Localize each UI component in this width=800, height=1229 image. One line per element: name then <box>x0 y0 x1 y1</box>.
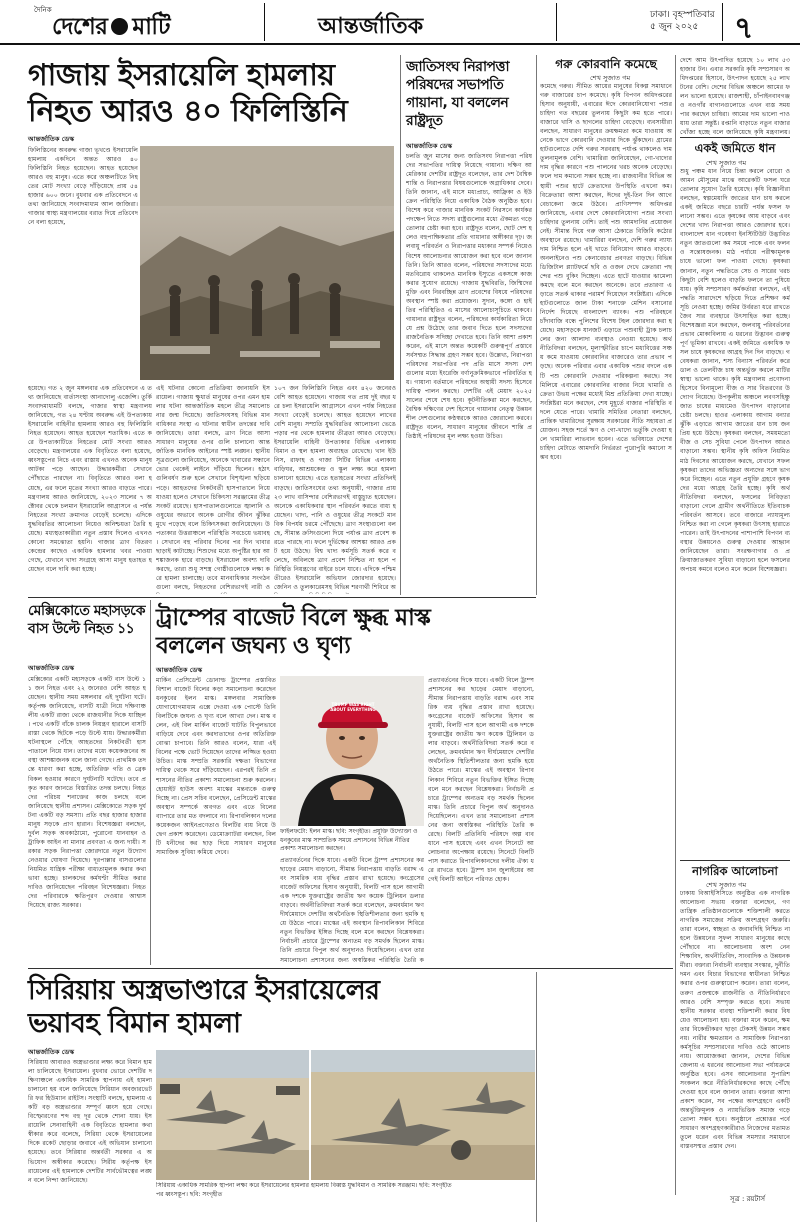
column-divider <box>150 600 151 965</box>
masthead <box>0 0 800 45</box>
source-credit: সূত্র : রয়টার্স <box>730 1195 766 1203</box>
column-divider <box>536 55 537 595</box>
rice-body: শুধু পঞ্চম ধান নিয়ে চিন্তা করলে বোরো ও আমন মৌসুমের মাঝে আরেকটি ফসল ঘরে তোলার সুযোগ তৈরি হয়েছে। কৃষি বিজ্ঞানীরা বলছেন, স্বল্পমেয়াদি জাতের ধান চাষ করলে একই জমিতে বছরে চারটি পর্যন্ত ফসল ফলানো সম্ভব। এতে কৃষকের আয় বাড়বে এবং দেশের খাদ্য নিরাপত্তা আরও জোরদার হবে। বাংলাদেশ ধান গবেষণা ইনস্টিটিউট উদ্ভাবিত নতুন জাতগুলো কম সময়ে পাকে এবং ফলনও সন্তোষজনক। মাঠ পর্যায়ে পরীক্ষামূলক চাষে ভালো ফল পাওয়া গেছে। কৃষকরা জানান, নতুন পদ্ধতিতে সেচ ও সারের খরচ কিছুটা বেশি হলেও বাড়তি ফলনে তা পুষিয়ে যায়। কৃষি সম্প্রসারণ কর্মকর্তারা বলছেন, এই পদ্ধতি সারাদেশে ছড়িয়ে দিতে প্রশিক্ষণ কর্মসূচি নেওয়া হচ্ছে। জমির উর্বরতা ধরে রাখতে জৈব সার ব্যবহারে উৎসাহিত করা হচ্ছে। বিশেষজ্ঞরা মনে করছেন, জলবায়ু পরিবর্তনের প্রভাব মোকাবিলায় এ ধরনের উদ্ভাবন গুরুত্বপূর্ণ ভূমিকা রাখবে। একই জমিতে একাধিক ফসল চাষে কৃষকদের আগ্রহ দিন দিন বাড়ছে। গবেষকরা জানান, শস্য বিন্যাস পরিবর্তন করে ডাল ও তেলবীজ চাষ অন্তর্ভুক্ত করলে মাটির স্বাস্থ্য ভালো থাকে। কৃষি মন্ত্রণালয় প্রণোদনা হিসেবে বিনামূল্যে বীজ ও সার বিতরণের উদ্যোগ নিয়েছে। উপকূলীয় অঞ্চলে লবণসহিষ্ণু জাত চাষের মাধ্যমেও উৎপাদন বাড়ানোর চেষ্টা চলছে। হাওর এলাকায় আগাম বন্যার ঝুঁকি এড়াতে আগাম জাতের ধান চাষ জনপ্রিয় হয়ে উঠছে। কৃষকরা বলছেন, সময়মতো বীজ ও সেচ সুবিধা পেলে উৎপাদন আরও বাড়ানো সম্ভব। স্থানীয় কৃষি অফিস নিয়মিত মাঠ দিবসের আয়োজন করছে, যেখানে সফল কৃষকরা তাদের অভিজ্ঞতা অন্যদের সঙ্গে ভাগ করে নিচ্ছেন। এতে নতুন প্রযুক্তি গ্রহণে কৃষকদের মধ্যে আগ্রহ তৈরি হচ্ছে। কৃষি অর্থনীতিবিদরা বলছেন, ফসলের নিবিড়তা বাড়ানো গেলে গ্রামীণ অর্থনীতিতে ইতিবাচক পরিবর্তন আসবে। তবে বাজারে ন্যায্যমূল্য নিশ্চিত করা না গেলে কৃষকরা উৎসাহ হারাতে পারেন। তাই উৎপাদনের পাশাপাশি বিপণন ব্যবস্থার উন্নয়নেও গুরুত্ব দেওয়ার আহ্বান জানিয়েছেন তারা। সংরক্ষণাগার ও প্রক্রিয়াজাতকরণ সুবিধা বাড়ানো হলে ফসলের অপচয় কমবে বলেও মনে করেন বিশেষজ্ঞরা। <box>680 168 790 574</box>
page-number: ৭ <box>734 11 754 46</box>
syria-photo-1 <box>156 1050 309 1180</box>
cattle-body-col1: কমেছে গরুর। সীমিত আয়ের মানুষের বিকল্প সমাধানে গরু বাজারের চাপ কমেছে। কৃষি বিপণন অধিদপ্তরের হিসাব অনুযায়ী, এবারের ঈদে কোরবানিযোগ্য পশুর চাহিদা গত বছরের তুলনায় কিছুটা কম হতে পারে। বাজারে খাসি ও ছাগলের চাহিদা বেড়েছে। ব্যবসায়ীরা বলছেন, সাধারণ মানুষের ক্রয়ক্ষমতা কমে যাওয়ায় অনেকে ভাগে কোরবানি দেওয়ার দিকে ঝুঁকছেন। গ্রামের হাটগুলোতে দেশি গরুর সরবরাহ পর্যাপ্ত থাকলেও দাম তুলনামূলক বেশি। খামারিরা জানিয়েছেন, গো-খাদ্যের দাম বৃদ্ধির কারণে পশু পালনের খরচ অনেক বেড়েছে। ফলে দাম কমানো সম্ভব হচ্ছে না। রাজধানীর বিভিন্ন অস্থায়ী পশুর হাটে ক্রেতাদের উপস্থিতি এখনো কম। বিক্রেতারা আশা করছেন, ঈদের দুই-তিন দিন আগে বেচাকেনা জমে উঠবে। প্রাণিসম্পদ অধিদপ্তর জানিয়েছে, এবার দেশে কোরবানিযোগ্য পশুর সংখ্যা চাহিদার তুলনায় বেশি। তাই পশু আমদানির প্রয়োজন নেই। সীমান্ত দিয়ে গরু আসা ঠেকাতে বিজিবি কঠোর অবস্থানে রয়েছে। খামারিরা বলছেন, দেশি গরুর ন্যায্য দাম নিশ্চিত হলে এই খাতে বিনিয়োগ আরও বাড়বে। অনলাইনেও পশু কেনাবেচার প্রবণতা বাড়ছে। বিভিন্ন ডিজিটাল প্ল্যাটফর্মে ছবি ও ওজন দেখে ক্রেতারা পছন্দের পশু বুকিং দিচ্ছেন। এতে হাটে যাওয়ার ঝামেলা কমছে বলে মনে করছেন অনেকে। তবে প্রতারণা এড়াতে সতর্ক থাকার পরামর্শ দিয়েছেন সংশ্লিষ্টরা। এদিকে হাটগুলোতে জাল টাকা শনাক্তে মেশিন বসানোর নির্দেশ দিয়েছে বাংলাদেশ ব্যাংক। পশু পরিবহনে চাঁদাবাজি বন্ধে পুলিশের বিশেষ টহল জোরদার করা হয়েছে। মহাসড়কে যানজট এড়াতে পশুবাহী ট্রাক চলাচলের জন্য আলাদা ব্যবস্থাও নেওয়া হয়েছে। অর্থনীতিবিদরা বলছেন, মূল্যস্ফীতির চাপে মধ্যবিত্তের সঞ্চয় কমে যাওয়ায় কোরবানির বাজারেও তার প্রভাব পড়ছে। অনেক পরিবার এবার একাধিক পশুর বদলে একটি পশু কোরবানি দেওয়ার পরিকল্পনা করছে। সব মিলিয়ে এবারের কোরবানির বাজার নিয়ে খামারি ও ক্রেতা উভয় পক্ষের মধ্যেই মিশ্র প্রতিক্রিয়া দেখা যাচ্ছে। সংশ্লিষ্টরা মনে করছেন, শেষ মুহূর্তে বাজার পরিস্থিতি বদলে যেতে পারে। খামারি সমিতির নেতারা বলছেন, প্রান্তিক খামারিদের সুরক্ষায় সরকারের নীতি সহায়তা প্রয়োজন। সহজ শর্তে ঋণ ও গো-খাদ্যে ভর্তুকি দেওয়া হলে খামারিরা লাভবান হবেন। এতে ভবিষ্যতে দেশের চাহিদা মেটাতে আমদানি নির্ভরতা পুরোপুরি কমানো সম্ভব হবে। <box>540 83 672 461</box>
date-line-2: ৫ জুন ২০২৫ <box>650 22 699 32</box>
musk-photo-caption: ফাইলফটো: ইলন মাস্ক। ছবি: সংগৃহীত। প্রযুক্তি উদ্যোক্তা ও ধনকুবের মাস্ক সাম্প্রতিক সময়ে প্রশাসনের বিভিন্ন নীতির প্রকাশ্য সমালোচনা করছেন। <box>280 828 418 852</box>
masthead-divider <box>264 3 265 41</box>
section-divider <box>28 597 536 598</box>
paper-name-left: দেশের <box>52 13 108 40</box>
gaza-body-col1-top: ফিলিস্তিনের অবরুদ্ধ গাজা ভূখণ্ডে ইসরায়েলি হামলায় একদিনে অন্তত আরও ৪০ ফিলিস্তিনি নিহত হয়েছেন। আহত হয়েছেন আরও বহু মানুষ। এতে করে অঞ্চলটিতে নিহতের মোট সংখ্যা বেড়ে দাঁড়িয়েছে প্রায় ৫৪ হাজার ৬০০ জনে। বুধবার এক প্রতিবেদনে এ তথ্য জানিয়েছে সংবাদমাধ্যম আল জাজিরা। গাজার স্বাস্থ্য মন্ত্রণালয়ের বরাত দিয়ে প্রতিবেদনে বলা হয়েছে, <box>28 147 138 227</box>
syria-photo-2 <box>311 1050 535 1180</box>
gaza-photo <box>140 146 394 380</box>
paper-logo <box>52 8 170 47</box>
civic-byline: শেখ সুজাত গম <box>706 881 747 889</box>
cattle-headline: গরু কোরবানি কমেছে <box>555 57 657 71</box>
syria-headline-line-2: ভয়াবহ বিমান হামলা <box>28 1008 241 1039</box>
un-headline: জাতিসংঘ নিরাপত্তা পরিষদের সভাপতি গায়ানা, যা বললেন রাষ্ট্রদূত <box>406 59 510 129</box>
gaza-headline-line-1: গাজায় ইসরায়েলি হামলায় <box>28 58 335 93</box>
box-divider <box>680 137 790 138</box>
paper-name-right: মাটি <box>132 13 170 40</box>
un-body: চলতি জুন মাসের জন্য জাতিসংঘ নিরাপত্তা পরিষদের সভাপতির দায়িত্ব নিয়েছে গায়ানা। দক্ষিণ আমেরিকার দেশটির রাষ্ট্রদূত বলেছেন, তার দেশ বৈশ্বিক শান্তি ও নিরাপত্তার বিষয়গুলোকে অগ্রাধিকার দেবে। তিনি জানান, এই মাসে মধ্যপ্রাচ্য, আফ্রিকা ও ইউক্রেন পরিস্থিতি নিয়ে একাধিক বৈঠক অনুষ্ঠিত হবে। বিশেষ করে গাজার মানবিক সংকট নিরসনে কার্যকর পদক্ষেপ নিতে সদস্য রাষ্ট্রগুলোর মধ্যে ঐকমত্য গড়ে তোলার চেষ্টা করা হবে। রাষ্ট্রদূত বলেন, ছোট দেশ হলেও বহুপাক্ষিকতার প্রতি গায়ানার অঙ্গীকার দৃঢ়। জলবায়ু পরিবর্তন ও নিরাপত্তার মধ্যকার সম্পর্ক নিয়েও বিশেষ আলোচনার আয়োজন করা হবে বলে জানান তিনি। তিনি আরও বলেন, পরিষদের সদস্যদের মধ্যে মতবিরোধ থাকলেও মানবিক ইস্যুতে একসঙ্গে কাজ করার সুযোগ রয়েছে। গাজায় যুদ্ধবিরতি, জিম্মিদের মুক্তি এবং নিরবচ্ছিন্ন ত্রাণ প্রবেশের বিষয়ে পরিষদের অবস্থান স্পষ্ট করা প্রয়োজন। সুদান, কঙ্গো ও হাইতির পরিস্থিতিও এ মাসের আলোচ্যসূচিতে থাকবে। গায়ানার রাষ্ট্রদূত বলেন, পরিষদের কার্যকারিতা নিয়ে যে প্রশ্ন উঠেছে তার জবাব দিতে হলে সদস্যদের রাজনৈতিক সদিচ্ছা দেখাতে হবে। তিনি আশা প্রকাশ করেন, এই মাসে অন্তত কয়েকটি গুরুত্বপূর্ণ প্রস্তাবে সর্বসম্মত সিদ্ধান্ত গ্রহণ সম্ভব হবে। উল্লেখ্য, নিরাপত্তা পরিষদের সভাপতির পদ প্রতি মাসে সদস্য দেশগুলোর মধ্যে ইংরেজি বর্ণানুক্রমিকভাবে পরিবর্তিত হয়। গায়ানা বর্তমানে পরিষদের অস্থায়ী সদস্য হিসেবে দায়িত্ব পালন করছে। দেশটির এই মেয়াদ ২০২৫ সালের শেষে শেষ হবে। কূটনীতিকরা মনে করছেন, বৈশ্বিক দক্ষিণের দেশ হিসেবে গায়ানার নেতৃত্ব উন্নয়নশীল দেশগুলোর কণ্ঠস্বরকে আরও জোরালো করবে। রাষ্ট্রদূত বলেন, সাধারণ মানুষের জীবনে শান্তি প্রতিষ্ঠাই পরিষদের মূল লক্ষ্য হওয়া উচিত। <box>406 153 532 441</box>
destroyed-jets-image <box>156 1050 309 1180</box>
issue-date <box>650 9 715 33</box>
logo-globe-icon <box>111 18 128 35</box>
masthead-divider <box>722 3 723 41</box>
gaza-byline: আন্তর্জাতিক ডেস্ক <box>28 135 75 143</box>
masthead-kicker: দৈনিক <box>34 6 52 14</box>
syria-headline <box>28 974 673 1040</box>
rice-headline: একই জমিতে ধান <box>694 141 776 155</box>
musk-portrait-image <box>280 676 424 826</box>
rice-byline: শেখ সুজাত গম <box>706 159 747 167</box>
column-divider <box>400 55 401 595</box>
date-line-1: ঢাকা। বৃহস্পতিবার <box>650 10 715 20</box>
musk-body-col2: প্রত্যাবর্তনের দিকে যাবে। একটি বিলে ট্রাম্প প্রশাসনের কর ছাড়ের মেয়াদ বাড়ানো, সীমান্ত নিরাপত্তায় বাড়তি বরাদ্দ এবং সামরিক ব্যয় বৃদ্ধির প্রস্তাব রাখা হয়েছে। কংগ্রেসের বাজেট অফিসের হিসাব অনুযায়ী, বিলটি পাস হলে আগামী এক দশকে যুক্তরাষ্ট্রের জাতীয় ঋণ কয়েক ট্রিলিয়ন ডলার বাড়বে। অর্থনীতিবিদরা সতর্ক করে বলেছেন, ক্রমবর্ধমান ঋণ দীর্ঘমেয়াদে দেশটির অর্থনৈতিক স্থিতিশীলতার জন্য হুমকি হয়ে উঠতে পারে। মাস্কের এই অবস্থান রিপাবলিকান শিবিরে নতুন বিভক্তির ইঙ্গিত দিচ্ছে বলে মনে করছেন বিশ্লেষকরা। নির্বাচনী প্রচারে ট্রাম্পের অন্যতম বড় সমর্থক ছিলেন মাস্ক। তিনি প্রচারে বিপুল অর্থ অনুদানও দিয়েছিলেন। এখন তার সমালোচনা প্রশাসনের জন্য অস্বস্তিকর পরিস্থিতি তৈরি ক <box>280 857 424 964</box>
gaza-headline-line-2: নিহত আরও ৪০ ফিলিস্তিনি <box>28 94 348 129</box>
syria-photo-2-caption: হামলায় বিধ্বস্ত যুদ্ধবিমান ও সামরিক সরঞ্জাম। ছবি: সংগৃহীত <box>311 1182 452 1189</box>
gaza-rubble-image <box>140 146 394 380</box>
musk-photo <box>280 676 424 826</box>
gaza-body-col3: ১০৭ জন ফিলিস্তিনি নিহত এবং ৪২০ জনেরও বেশি আহত হয়েছেন। গাজায় গত প্রায় দুই বছর ধরে চলা ইসরায়েলি আগ্রাসনে এখন পর্যন্ত নিহতের সংখ্যা বেড়েই চলেছে। আহত হয়েছেন লাখের বেশি মানুষ। সম্প্রতি যুদ্ধবিরতির আলোচনা ভেঙে পড়ার পর থেকে হামলার তীব্রতা আরও বেড়েছে। ইসরায়েলি বাহিনী উপত্যকার বিভিন্ন এলাকায় বিমান ও স্থল হামলা অব্যাহত রেখেছে। খান ইউনিস, রাফাহ ও গাজা সিটির বিভিন্ন এলাকায় বাড়িঘর, আশ্রয়কেন্দ্র ও স্কুল লক্ষ্য করে হামলা চালানো হয়েছে। এতে হতাহতের সংখ্যা প্রতিদিনই বাড়ছে। জাতিসংঘের তথ্য অনুযায়ী, গাজার প্রায় ২৩ লাখ বাসিন্দার বেশিরভাগই বাস্তুচ্যুত হয়েছেন। অনেকে একাধিকবার স্থান পরিবর্তন করতে বাধ্য হয়েছেন। খাদ্য, পানি ও ওষুধের তীব্র সংকটে মানবিক বিপর্যয় চরমে পৌঁছেছে। ত্রাণ সংস্থাগুলো বলছে, সীমান্ত ক্রসিংগুলো দিয়ে পর্যাপ্ত ত্রাণ প্রবেশ করতে পারছে না। ফলে দুর্ভিক্ষের আশঙ্কা আরও প্রকট হয়ে উঠছে। বিশ্ব খাদ্য কর্মসূচি সতর্ক করে বলেছে, অবিলম্বে ত্রাণ প্রবেশ নিশ্চিত না হলে পরিস্থিতি নিয়ন্ত্রণের বাইরে চলে যাবে। এদিকে পশ্চিম তীরেও ইসরায়েলি অভিযান জোরদার হয়েছে। জেনিন ও তুলকারেমসহ বিভিন্ন শরণার্থী শিবিরে অ <box>274 385 396 592</box>
section-divider <box>28 968 673 969</box>
syria-headline-line-1: সিরিয়ায় অস্ত্রভাণ্ডারে ইসরায়েলের <box>28 975 380 1006</box>
mexico-headline: মেক্সিকোতে মহাসড়কে বাস উল্টে নিহত ১১ <box>28 603 146 637</box>
cattle-body-col2: দেশে আম উৎপাদিত হয়েছে ১০ লাখ ৫৩ হাজার টন। এবার সরকারি কৃষি সম্প্রসারণ অধিদপ্তরের হিসাবে, উৎপাদন হয়েছে ২৫ লাখ টনের বেশি। দেশের বিভিন্ন অঞ্চলে আমের ফলন ভালো হয়েছে। রাজশাহী, চাঁপাইনবাবগঞ্জ ও নওগাঁর বাগানগুলোতে এখন ব্যস্ত সময় পার করছেন চাষিরা। আমের দাম ভালো পাওয়ায় তারা সন্তুষ্ট। রপ্তানি বাড়াতে নতুন বাজার খোঁজা হচ্ছে বলে জানিয়েছে কৃষি মন্ত্রণালয়। <box>680 57 790 136</box>
civic-headline: নাগরিক আলোচনা <box>692 864 778 878</box>
gaza-body-col2: এই ঘটনার কোনো প্রতিক্রিয়া জানায়নি ইসরায়েল। গাজায় ক্ষুধার্ত মানুষের ওপর এমন হামলার ঘটনা আন্তর্জাতিক মহলে তীব্র সমালোচনার জন্ম দিয়েছে। জাতিসংঘসহ বিভিন্ন মানবাধিকার সংস্থা এ ঘটনার স্বাধীন তদন্তের দাবি জানিয়েছে। তারা বলছে, ত্রাণ নিতে আসা সাধারণ মানুষের ওপর গুলি চালানো আন্তর্জাতিক মানবিক আইনের স্পষ্ট লঙ্ঘন। স্থানীয় সূত্রগুলো জানিয়েছে, অনেকে খাবারের সন্ধানে ভোর থেকেই লাইনে দাঁড়িয়ে ছিলেন। হঠাৎ গুলিবর্ষণ শুরু হলে সেখানে বিশৃঙ্খলা ছড়িয়ে পড়ে। আহতদের নিকটবর্তী হাসপাতালে নিয়ে যাওয়া হলেও সেখানে চিকিৎসা সরঞ্জামের তীব্র সংকট রয়েছে। হাসপাতালগুলোতে জ্বালানি ও ওষুধের অভাবে অনেক রোগীর জীবন ঝুঁকির মুখে পড়েছে বলে চিকিৎসকরা জানিয়েছেন। উপত্যকার উত্তরাঞ্চলে পরিস্থিতি সবচেয়ে ভয়াবহ। সেখানে বহু পরিবার দিনের পর দিন খাবার ছাড়াই কাটাচ্ছে। শিশুদের মধ্যে অপুষ্টির হার আশঙ্কাজনক হারে বাড়ছে। ইসরায়েল অবশ্য দাবি করছে, তারা শুধু সশস্ত্র গোষ্ঠীগুলোকে লক্ষ্য করে হামলা চালাচ্ছে। তবে মানবাধিকার সংগঠনগুলো বলছে, নিহতদের বেশিরভাগই নারী ও <box>156 385 270 592</box>
wrecked-aircraft-image <box>311 1050 535 1180</box>
gaza-headline <box>28 58 398 130</box>
un-byline: আন্তর্জাতিক ডেস্ক <box>406 142 453 150</box>
musk-headline-line-2: বললেন জঘন্য ও ঘৃণ্য <box>156 632 351 659</box>
masthead-divider <box>556 3 557 41</box>
musk-byline: আন্তর্জাতিক ডেস্ক <box>156 666 203 674</box>
mexico-body: মেক্সিকোর একটি মহাসড়কে একটি বাস উল্টে ১১ জন নিহত এবং ২২ জনেরও বেশি আহত হয়েছেন। স্থানীয় সময় মঙ্গলবার এই দুর্ঘটনা ঘটে। কর্তৃপক্ষ জানিয়েছে, বাসটি যাত্রী নিয়ে দক্ষিণাঞ্চলীয় একটি রাজ্য থেকে রাজধানীর দিকে যাচ্ছিল। পথে একটি বাঁকে চালক নিয়ন্ত্রণ হারালে বাসটি রাস্তা থেকে ছিটকে পড়ে উল্টে যায়। উদ্ধারকর্মীরা ঘটনাস্থলে পৌঁছে আহতদের নিকটবর্তী হাসপাতালে নিয়ে যান। তাদের মধ্যে কয়েকজনের অবস্থা আশঙ্কাজনক বলে জানা গেছে। প্রাথমিক তদন্তে ধারণা করা হচ্ছে, অতিরিক্ত গতি ও ব্রেক বিকল হওয়ার কারণে দুর্ঘটনাটি ঘটেছে। তবে প্রকৃত কারণ জানতে বিস্তারিত তদন্ত চলছে। নিহতদের পরিচয় শনাক্তের কাজ চলছে বলে জানিয়েছে স্থানীয় প্রশাসন। মেক্সিকোতে সড়ক দুর্ঘটনা একটি বড় সমস্যা। প্রতি বছর হাজার হাজার মানুষ সড়কে প্রাণ হারান। বিশেষজ্ঞরা বলছেন, দুর্বল সড়ক অবকাঠামো, পুরোনো যানবাহন ও ট্রাফিক আইন না মানার প্রবণতা এ জন্য দায়ী। সরকার সড়ক নিরাপত্তা জোরদারে নতুন উদ্যোগ নেওয়ার ঘোষণা দিয়েছে। দূরপাল্লার বাসগুলোর নিয়মিত যান্ত্রিক পরীক্ষা বাধ্যতামূলক করার কথা ভাবা হচ্ছে। চালকদের কর্মঘণ্টা সীমিত করার দাবিও জানিয়েছেন পরিবহন বিশেষজ্ঞরা। নিহতদের পরিবারকে ক্ষতিপূরণ দেওয়ার আশ্বাস দিয়েছে রাজ্য সরকার। <box>28 676 146 910</box>
syria-body-col1: সিরিয়ায় আবারও অস্ত্রভাণ্ডার লক্ষ্য করে বিমান হামলা চালিয়েছে ইসরায়েল। বুধবার ভোরে দেশটির দক্ষিণাঞ্চলে একাধিক সামরিক স্থাপনায় এই হামলা চালানো হয় বলে জানিয়েছে সিরিয়ান অবজারভেটরি ফর হিউম্যান রাইটস। সংস্থাটি বলছে, হামলায় একটি বড় অস্ত্রভাণ্ডার সম্পূর্ণ ধ্বংস হয়ে গেছে। বিস্ফোরণের শব্দ বহু দূর থেকে শোনা যায়। ইসরায়েলি সেনাবাহিনী এক বিবৃতিতে হামলার কথা স্বীকার করে বলেছে, সিরিয়া থেকে ইসরায়েলের দিকে রকেট ছোড়ার জবাবে এই অভিযান চালানো হয়েছে। তবে সিরিয়ার অন্তর্বর্তী সরকার এ অভিযোগ অস্বীকার করেছে। সিরীয় কর্তৃপক্ষ ইসরায়েলের এই হামলাকে দেশটির সার্বভৌমত্বের লঙ্ঘন বলে নিন্দা জানিয়েছে। <box>28 1059 152 1184</box>
gaza-body-col1-bottom: হয়েছে। গত ২ জুন মঙ্গলবার এক প্রতিবেদনে এ তথ্য জানিয়েছে বার্তাসংস্থা আনাদোলু এজেন্সি। তুর্কি সংবাদমাধ্যমটি বলছে, গাজার স্বাস্থ্য মন্ত্রণালয় জানিয়েছে, গত ২৪ ঘণ্টায় অবরুদ্ধ এই উপত্যকায় ইসরায়েলি বাহিনীর হামলায় আরও বহু ফিলিস্তিনি নিহত হয়েছেন। আহত হয়েছেন শতাধিক। এতে করে উপত্যকাটিতে নিহতের মোট সংখ্যা আরও বেড়েছে। মন্ত্রণালয়ের এক বিবৃতিতে বলা হয়েছে, ধ্বংসস্তূপের নিচে এবং রাস্তায় এখনও অনেক মানুষ আটকা পড়ে আছেন। উদ্ধারকর্মীরা সেখানে পৌঁছাতে পারছেন না। বিবৃতিতে আরও বলা হয়েছে, এর ফলে মৃতের সংখ্যা আরও বাড়তে পারে। মন্ত্রণালয় আরও জানিয়েছে, ২০২৩ সালের ৭ অক্টোবর থেকে চলমান ইসরায়েলি আগ্রাসনে এ পর্যন্ত নিহতের সংখ্যা ক্রমাগত বেড়েই চলেছে। এদিকে যুদ্ধবিরতির আলোচনা নিয়েও অনিশ্চয়তা তৈরি হয়েছে। মধ্যস্থতাকারীরা নতুন প্রস্তাব দিলেও এখনও কোনো সমঝোতা হয়নি। গাজার ত্রাণ বিতরণ কেন্দ্রের কাছেও একাধিক হামলার খবর পাওয়া গেছে, যেখানে খাদ্য সংগ্রহে আসা মানুষ হতাহত হয়েছেন বলে দাবি করা হচ্ছে। <box>28 385 152 573</box>
syria-photo-1-caption: সিরিয়ায় একাধিক সামরিক স্থাপনা লক্ষ্য করে ইসরায়েলের হামলার পর ধ্বংসস্তূপ। ছবি: সংগৃহীত <box>156 1182 309 1198</box>
section-title: আন্তর্জাতিক <box>318 13 424 39</box>
column-divider <box>536 972 537 1222</box>
musk-body-col1: মার্কিন প্রেসিডেন্ট ডোনাল্ড ট্রাম্পের প্রস্তাবিত বিশাল বাজেট বিলের কড়া সমালোচনা করেছেন ধনকুবের ইলন মাস্ক। মঙ্গলবার সামাজিক যোগাযোগমাধ্যম এক্সে দেওয়া এক পোস্টে তিনি বিলটিকে জঘন্য ও ঘৃণ্য বলে আখ্যা দেন। মাস্ক বলেন, এই বিল মার্কিন বাজেট ঘাটতি বিপুলভাবে বাড়িয়ে দেবে এবং করদাতাদের ওপর অতিরিক্ত বোঝা চাপাবে। তিনি আরও বলেন, যারা এই বিলের পক্ষে ভোট দিয়েছেন তাদের লজ্জিত হওয়া উচিত। মাস্ক সম্প্রতি সরকারি দক্ষতা বিভাগের দায়িত্ব থেকে সরে দাঁড়িয়েছেন। এরপরই তিনি প্রশাসনের নীতির প্রকাশ্য সমালোচনা শুরু করলেন। হোয়াইট হাউস অবশ্য মাস্কের মন্তব্যকে গুরুত্ব দিচ্ছে না। প্রেস সচিব বলেছেন, প্রেসিডেন্ট মাস্কের অবস্থান সম্পর্কে অবগত এবং এতে বিলের ব্যাপারে তার মত বদলাবে না। রিপাবলিকান দলের কয়েকজন আইনপ্রণেতাও বিলটির ব্যয় নিয়ে উদ্বেগ প্রকাশ করেছেন। ডেমোক্র্যাটরা বলছেন, বিলটি ধনীদের কর ছাড় দিয়ে সাধারণ মানুষের সামাজিক সুবিধা কমিয়ে দেবে। <box>156 677 276 856</box>
civic-body: ঢাকায় বিআইসিসিতে অনুষ্ঠিত এক নাগরিক আলোচনা সভায় বক্তারা বলেছেন, গণতান্ত্রিক প্রতিষ্ঠানগুলোকে শক্তিশালী করতে নাগরিক সমাজের সক্রিয় অংশগ্রহণ জরুরি। তারা বলেন, স্বচ্ছতা ও জবাবদিহি নিশ্চিত না হলে উন্নয়নের সুফল সাধারণ মানুষের কাছে পৌঁছাবে না। আলোচনায় অংশ নেন শিক্ষাবিদ, অর্থনীতিবিদ, সাংবাদিক ও উন্নয়নকর্মীরা। বক্তারা নির্বাচনী ব্যবস্থার সংস্কার, দুর্নীতি দমন এবং বিচার বিভাগের স্বাধীনতা নিশ্চিত করার ওপর গুরুত্বারোপ করেন। তারা বলেন, তরুণ প্রজন্মকে রাজনীতি ও নীতিনির্ধারণে আরও বেশি সম্পৃক্ত করতে হবে। সভায় স্থানীয় সরকার ব্যবস্থা শক্তিশালী করার বিষয়েও আলোচনা হয়। বক্তারা মনে করেন, ক্ষমতার বিকেন্দ্রীকরণ ছাড়া টেকসই উন্নয়ন সম্ভব নয়। নারীর ক্ষমতায়ন ও সামাজিক নিরাপত্তা কর্মসূচির সম্প্রসারণের দাবিও ওঠে আলোচনায়। আয়োজকরা জানান, দেশের বিভিন্ন জেলায় এ ধরনের আলোচনা সভা পর্যায়ক্রমে অনুষ্ঠিত হবে। এসব আলোচনার সুপারিশ সংকলন করে নীতিনির্ধারকদের কাছে পৌঁছে দেওয়া হবে বলে জানান তারা। বক্তারা আশা প্রকাশ করেন, সব পক্ষের অংশগ্রহণে একটি অন্তর্ভুক্তিমূলক ও ন্যায়ভিত্তিক সমাজ গড়ে তোলা সম্ভব হবে। অনুষ্ঠানে প্রশ্নোত্তর পর্বে সাধারণ অংশগ্রহণকারীরাও নিজেদের মতামত তুলে ধরেন এবং বিভিন্ন সমস্যার সমাধানে বাস্তবসম্মত প্রস্তাব দেন। <box>680 890 790 1151</box>
mexico-byline: আন্তর্জাতিক ডেস্ক <box>28 664 75 672</box>
musk-body-col2-cont: প্রত্যাবর্তনের দিকে যাবে। একটি বিলে ট্রাম্প প্রশাসনের কর ছাড়ের মেয়াদ বাড়ানো, সীমান্ত নিরাপত্তায় বাড়তি বরাদ্দ এবং সামরিক ব্যয় বৃদ্ধির প্রস্তাব রাখা হয়েছে। কংগ্রেসের বাজেট অফিসের হিসাব অনুযায়ী, বিলটি পাস হলে আগামী এক দশকে যুক্তরাষ্ট্রের জাতীয় ঋণ কয়েক ট্রিলিয়ন ডলার বাড়বে। অর্থনীতিবিদরা সতর্ক করে বলেছেন, ক্রমবর্ধমান ঋণ দীর্ঘমেয়াদে দেশটির অর্থনৈতিক স্থিতিশীলতার জন্য হুমকি হয়ে উঠতে পারে। মাস্কের এই অবস্থান রিপাবলিকান শিবিরে নতুন বিভক্তির ইঙ্গিত দিচ্ছে বলে মনে করছেন বিশ্লেষকরা। নির্বাচনী প্রচারে ট্রাম্পের অন্যতম বড় সমর্থক ছিলেন মাস্ক। তিনি প্রচারে বিপুল অর্থ অনুদানও দিয়েছিলেন। এখন তার সমালোচনা প্রশাসনের জন্য অস্বস্তিকর পরিস্থিতি তৈরি করেছে। বিলটি প্রতিনিধি পরিষদে অল্প ব্যবধানে পাস হয়েছে এবং এখন সিনেটে আলোচনার অপেক্ষায় রয়েছে। সিনেটে বিলটি পাস করাতে রিপাবলিকানদের দলীয় ঐক্য ধরে রাখতে হবে। ট্রাম্প চান জুলাইয়ের আগেই বিলটি আইনে পরিণত হোক। <box>428 677 534 884</box>
syria-byline: আন্তর্জাতিক ডেস্ক <box>28 1048 75 1056</box>
musk-headline <box>156 604 536 660</box>
box-divider <box>680 860 790 861</box>
cap-slogan: TRUMP WAS RIGHT ABOUT EVERYTHING <box>330 702 376 712</box>
musk-headline-line-1: ট্রাম্পের বাজেট বিলে ক্ষুব্ধ মাস্ক <box>156 604 431 631</box>
column-divider <box>675 55 676 1195</box>
cattle-byline: শেখ সুজাত গম <box>590 74 631 82</box>
